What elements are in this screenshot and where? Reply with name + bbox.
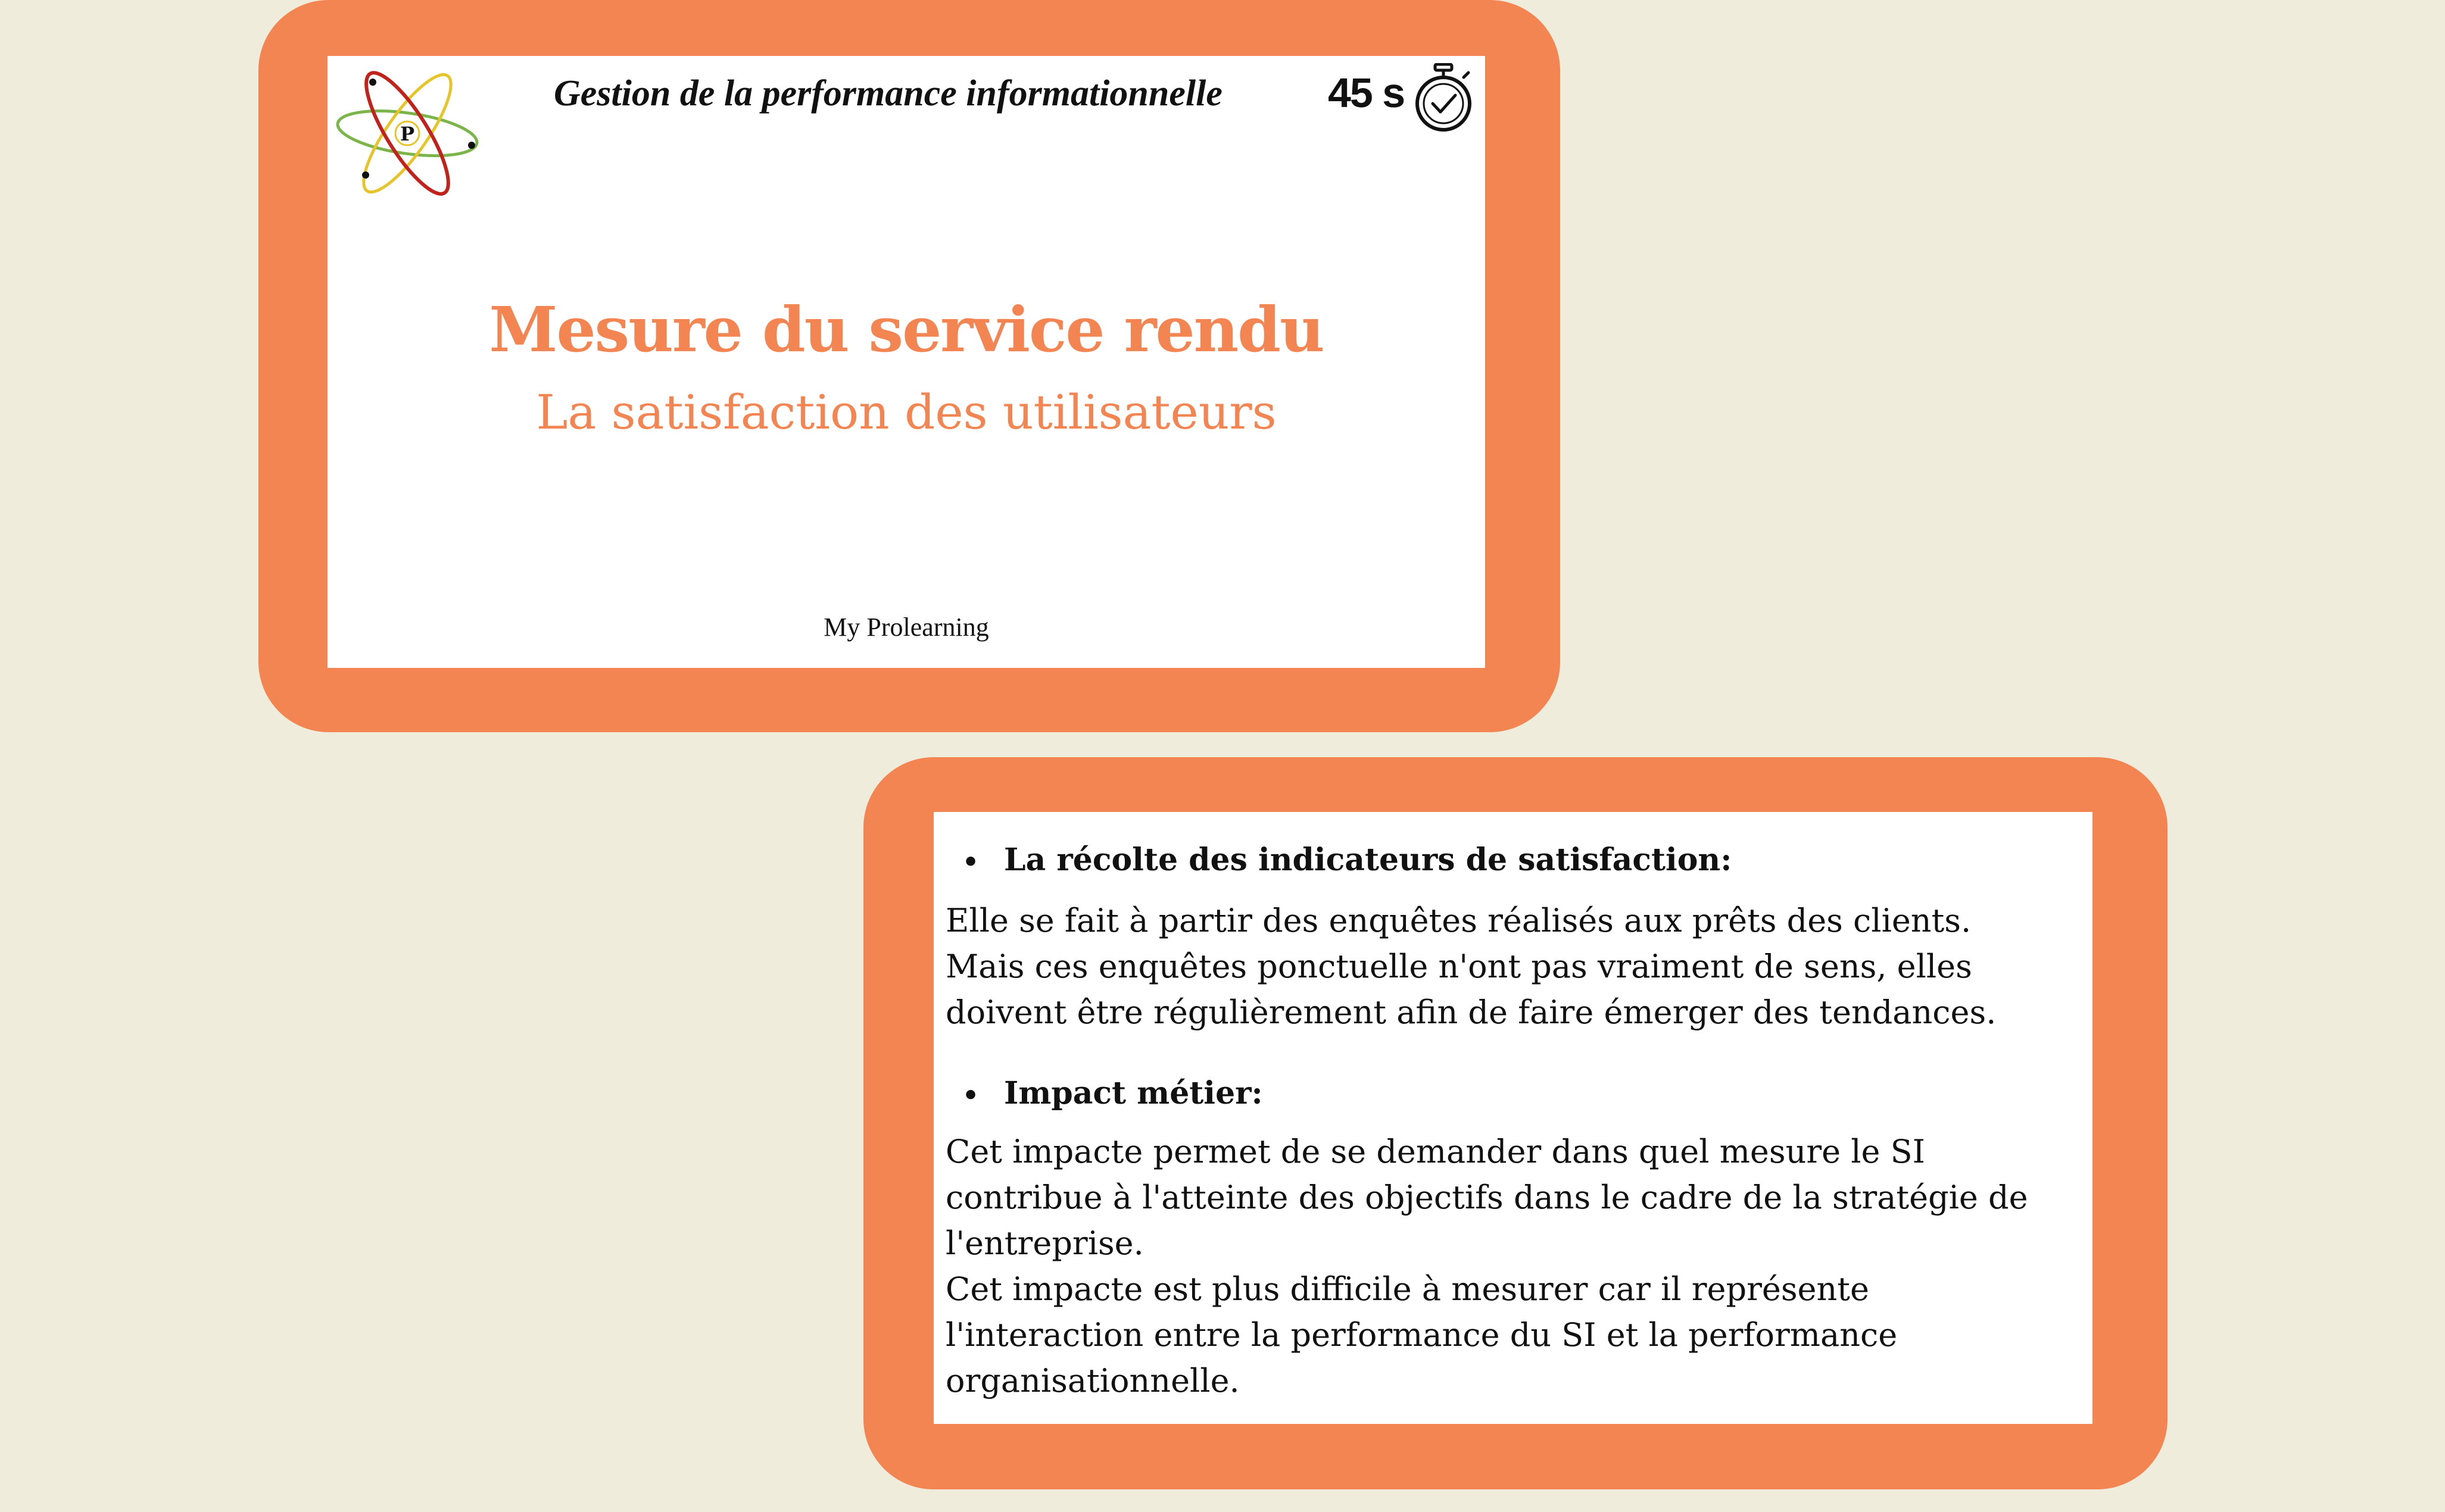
card-main-title: Mesure du service rendu — [489, 293, 1324, 366]
atom-logo-icon — [336, 63, 479, 206]
paragraph-line: organisationnelle. — [946, 1362, 1240, 1399]
flashcard-back-panel — [934, 812, 2092, 1424]
bullet-icon: • — [962, 1080, 980, 1111]
flashcard-front-panel — [328, 56, 1485, 668]
timer-label: 45 s — [1328, 70, 1405, 116]
paragraph-line: Cet impacte permet de se demander dans quel mesure le SI — [946, 1133, 1925, 1170]
section-paragraph — [946, 1129, 2077, 1404]
brand-footer: My Prolearning — [824, 613, 989, 642]
flashcard-back[interactable] — [863, 757, 2168, 1489]
paragraph-line: Elle se fait à partir des enquêtes réalisés aux prêts des clients. — [946, 902, 1972, 939]
logo-letter: P — [400, 123, 415, 145]
section-heading — [962, 842, 1732, 878]
flashcard-front[interactable] — [258, 0, 1560, 732]
bullet-icon: • — [962, 847, 980, 877]
paragraph-line: l'entreprise. — [946, 1224, 1144, 1262]
paragraph-line: doivent être régulièrement afin de faire émerger des tendances. — [946, 994, 1997, 1031]
paragraph-line: l'interaction entre la performance du SI et la performance — [946, 1316, 1898, 1354]
paragraph-line: contribue à l'atteinte des objectifs dans le cadre de la stratégie de — [946, 1179, 2028, 1216]
paragraph-line: Cet impacte est plus difficile à mesurer car il représente — [946, 1270, 1869, 1308]
stopwatch-icon — [1412, 63, 1474, 135]
paragraph-line: Mais ces enquêtes ponctuelle n'ont pas vraiment de sens, elles — [946, 948, 1972, 985]
section-paragraph — [946, 898, 2077, 1035]
section-heading — [962, 1075, 1263, 1111]
card-subtitle: La satisfaction des utilisateurs — [536, 385, 1277, 440]
section-heading-text: Impact métier: — [1004, 1075, 1263, 1111]
course-title: Gestion de la performance informationnelle — [554, 73, 1222, 114]
section-heading-text: La récolte des indicateurs de satisfaction: — [1004, 842, 1732, 878]
